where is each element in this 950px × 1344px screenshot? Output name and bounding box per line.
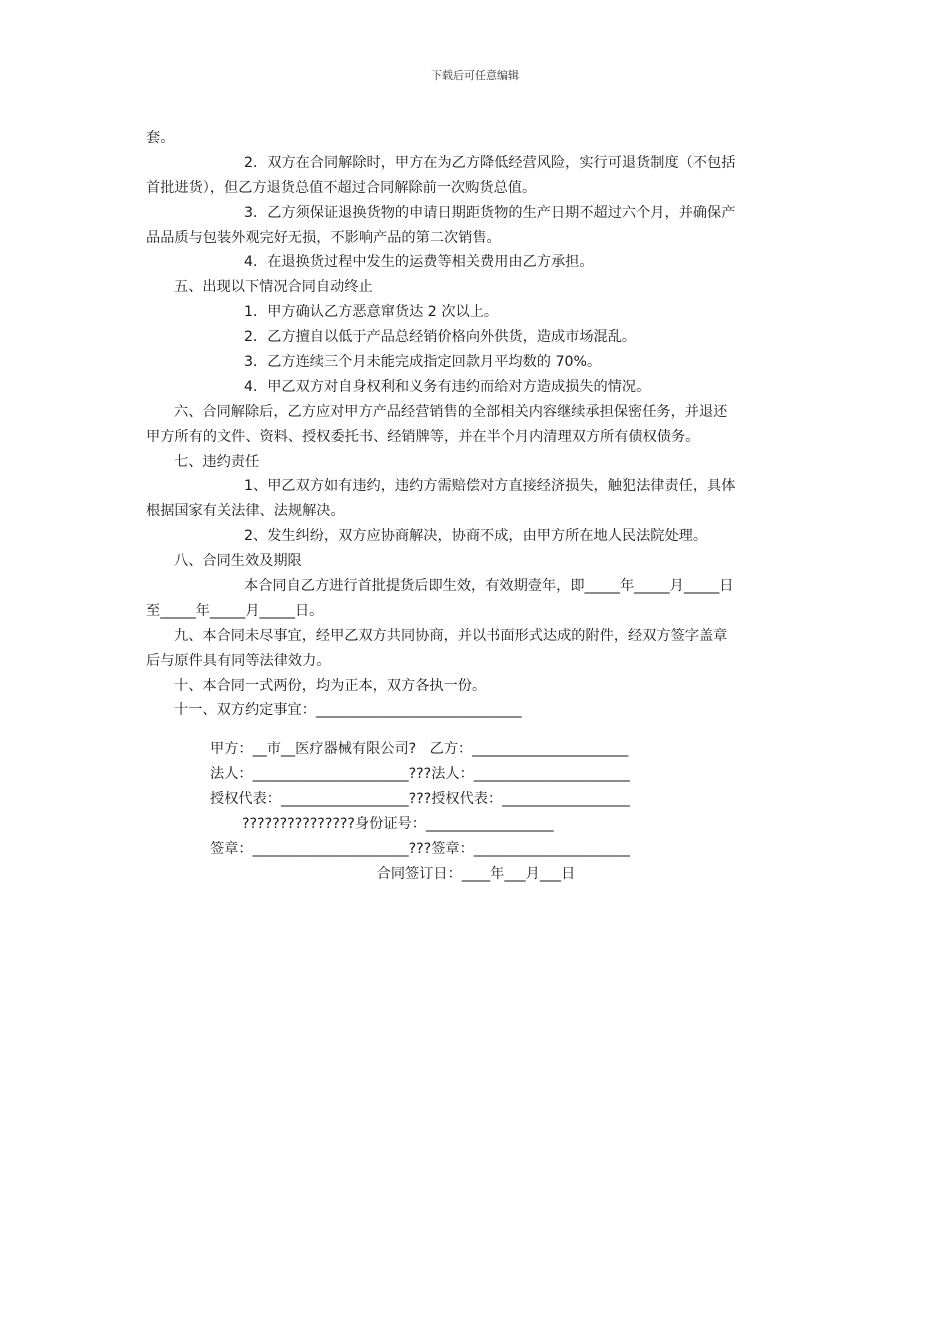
- authorized-rep-line: 授权代表：__________________???授权代表：__________________: [210, 791, 630, 808]
- section-7-heading: 七、违约责任: [174, 453, 260, 470]
- clause-7-1: 1、甲乙双方如有违约，违约方需赔偿对方直接经济损失，触犯法律责任，具体: [244, 478, 736, 495]
- validity-clause: 本合同自乙方进行首批提货后即生效，有效期壹年，即_____年_____月_____日: [244, 578, 734, 595]
- section-11: 十一、双方约定事宜：_____________________________: [174, 702, 522, 719]
- text-line: 首批进货），但乙方退货总值不超过合同解除前一次购货总值。: [146, 179, 537, 196]
- section-8-heading: 八、合同生效及期限: [174, 553, 302, 570]
- page-header: 下载后可任意编辑: [431, 69, 519, 82]
- clause-4-4: 4．在退换货过程中发生的运费等相关费用由乙方承担。: [244, 254, 594, 271]
- section-5-heading: 五、出现以下情况合同自动终止: [174, 279, 373, 296]
- clause-5-1: 1．甲方确认乙方恶意窜货达 2 次以上。: [244, 304, 499, 321]
- clause-5-2: 2．乙方擅自以低于产品总经销价格向外供货，造成市场混乱。: [244, 329, 637, 346]
- contract-body: [146, 126, 806, 887]
- legal-rep-line: 法人：______________________???法人：______________________: [210, 766, 630, 783]
- text-line: 甲方所有的文件、资料、授权委托书、经销牌等，并在半个月内清理双方所有债权债务。: [146, 428, 700, 445]
- id-number-line: ???????????????身份证号：__________________: [242, 816, 554, 833]
- clause-5-3: 3．乙方连续三个月未能完成指定回款月平均数的 70%。: [244, 354, 602, 371]
- text-line: 后与原件具有同等法律效力。: [146, 652, 331, 669]
- section-6: 六、合同解除后，乙方应对甲方产品经营销售的全部相关内容继续承担保密任务，并退还: [174, 403, 728, 420]
- section-10: 十、本合同一式两份，均为正本，双方各执一份。: [174, 677, 487, 694]
- text-line: 品品质与包装外观完好无损，不影响产品的第二次销售。: [146, 229, 501, 246]
- clause-7-2: 2、发生纠纷，双方应协商解决，协商不成，由甲方所在地人民法院处理。: [244, 528, 708, 545]
- signing-date-line: 合同签订日：____年___月___日: [376, 865, 576, 882]
- text-line: 根据国家有关法律、法规解决。: [146, 503, 345, 520]
- clause-4-3: 3．乙方须保证退换货物的申请日期距货物的生产日期不超过六个月，并确保产: [244, 204, 736, 221]
- party-line: 甲方：__市__医疗器械有限公司? 乙方：______________________: [210, 741, 629, 758]
- seal-line: 签章：______________________???签章：______________________: [210, 840, 630, 857]
- clause-5-4: 4．甲乙双方对自身权利和义务有违约而给对方造成损失的情况。: [244, 378, 651, 395]
- text-line: 至_____年_____月_____日。: [146, 602, 324, 619]
- text-line: 套。: [146, 130, 175, 146]
- section-9: 九、本合同未尽事宜，经甲乙双方共同协商，并以书面形式达成的附件，经双方签字盖章: [174, 627, 728, 644]
- clause-4-2: 2．双方在合同解除时，甲方在为乙方降低经营风险，实行可退货制度（不包括: [244, 154, 736, 171]
